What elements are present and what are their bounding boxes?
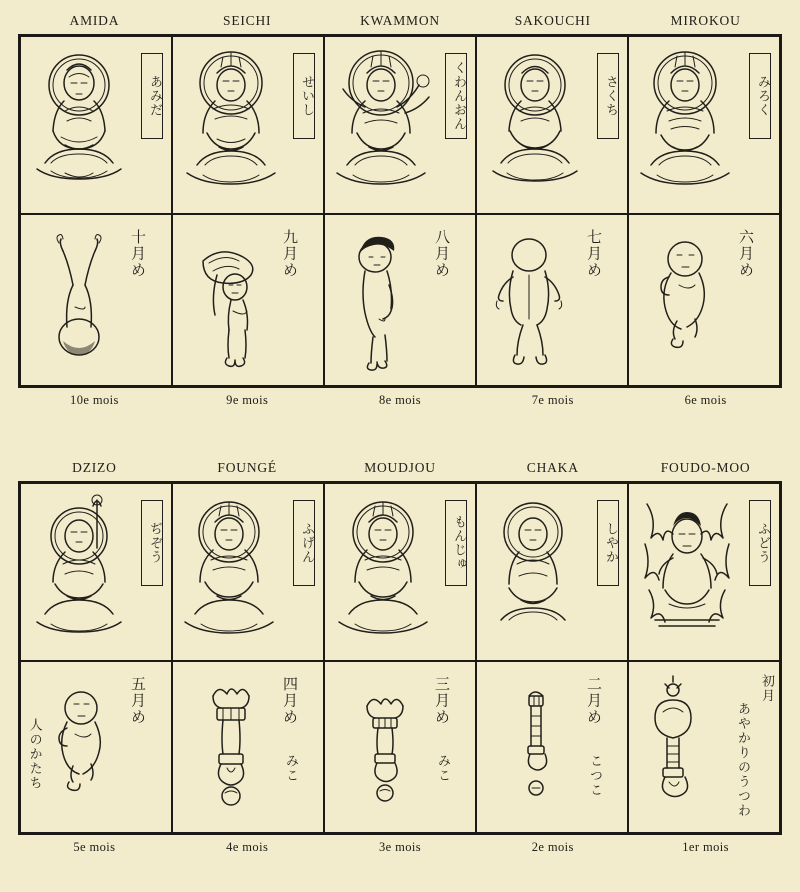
fetus-cell-month-8	[325, 215, 477, 385]
footer-month-4: 4e mois	[226, 839, 269, 854]
fetus-cell-month-5	[21, 662, 173, 832]
deity-cell-foudo-moo	[629, 484, 779, 660]
header-amida: AMIDA	[69, 13, 120, 28]
deity-caption-amida: あみだ	[141, 53, 163, 139]
deity-caption-seichi: せいし	[293, 53, 315, 139]
fetus-sub-caption-1: あやかりのうつわ	[735, 702, 750, 818]
deity-caption-moudjou: もんじゅ	[445, 500, 467, 586]
header-row-top	[18, 8, 782, 34]
plate-top	[18, 8, 782, 412]
fetus-figure-2	[477, 662, 627, 832]
deity-cell-sakouchi	[477, 37, 629, 213]
deity-cell-moudjou	[325, 484, 477, 660]
fetus-month-caption-5: 五月め	[129, 676, 147, 726]
fetus-sub-caption-3: みこ	[435, 754, 450, 783]
fetus-row-top	[21, 213, 779, 385]
deity-caption-dzizo: ぢぞう	[141, 500, 163, 586]
fetus-figure-8	[325, 215, 475, 385]
header-row-bottom	[18, 455, 782, 481]
fetus-figure-1	[629, 662, 779, 832]
fetus-month-caption-9: 九月め	[281, 229, 299, 279]
deity-cell-amida	[21, 37, 173, 213]
deity-caption-kwammon: くわんおん	[445, 53, 467, 139]
plate-bottom-frame	[18, 481, 782, 835]
header-sakouchi: SAKOUCHI	[514, 13, 591, 28]
plate-top-frame	[18, 34, 782, 388]
deity-caption-mirokou: みろく	[749, 53, 771, 139]
fetus-sub-caption-4: みこ	[283, 754, 298, 783]
footer-month-9: 9e mois	[226, 392, 269, 407]
fetus-month-caption-1: 初月	[759, 674, 774, 703]
header-founge: FOUNGÉ	[217, 460, 277, 475]
header-dzizo: DZIZO	[72, 460, 117, 475]
footer-month-1: 1er mois	[682, 839, 729, 854]
fetus-figure-4	[173, 662, 323, 832]
deity-cell-dzizo	[21, 484, 173, 660]
footer-row-top	[18, 388, 782, 412]
deity-cell-kwammon	[325, 37, 477, 213]
fetus-month-caption-6: 六月め	[737, 229, 755, 279]
fetus-figure-6	[629, 215, 779, 385]
header-foudo-moo: FOUDO-MOO	[660, 460, 751, 475]
footer-month-8: 8e mois	[378, 392, 422, 407]
deity-caption-chaka: しやか	[597, 500, 619, 586]
fetus-month-caption-7: 七月め	[585, 229, 603, 279]
fetus-cell-month-2	[477, 662, 629, 832]
fetus-figure-9	[173, 215, 323, 385]
deity-row-bottom	[21, 484, 779, 660]
footer-month-3: 3e mois	[378, 839, 422, 854]
fetus-month-caption-3: 三月め	[433, 676, 451, 726]
header-kwammon: KWAMMON	[360, 13, 440, 28]
fetus-cell-month-9	[173, 215, 325, 385]
header-chaka: CHAKA	[526, 460, 579, 475]
fetus-sub-caption-5: 人のかたち	[26, 718, 42, 791]
header-mirokou: MIROKOU	[670, 13, 741, 28]
plate-bottom	[18, 455, 782, 859]
footer-month-2: 2e mois	[531, 839, 574, 854]
footer-row-bottom	[18, 835, 782, 859]
fetus-month-caption-8: 八月め	[433, 229, 451, 279]
fetus-figure-3	[325, 662, 475, 832]
fetus-cell-month-7	[477, 215, 629, 385]
deity-cell-founge	[173, 484, 325, 660]
footer-month-5: 5e mois	[73, 839, 116, 854]
fetus-month-caption-10: 十月め	[129, 229, 147, 279]
header-seichi: SEICHI	[223, 13, 272, 28]
fetus-month-caption-4: 四月め	[281, 676, 299, 726]
footer-month-7: 7e mois	[531, 392, 574, 407]
deity-cell-chaka	[477, 484, 629, 660]
fetus-figure-7	[477, 215, 627, 385]
deity-cell-mirokou	[629, 37, 779, 213]
fetus-figure-5	[21, 662, 171, 832]
fetus-cell-month-6	[629, 215, 779, 385]
deity-caption-founge: ふげん	[293, 500, 315, 586]
footer-month-10: 10e mois	[70, 392, 119, 407]
deity-caption-sakouchi: さくち	[597, 53, 619, 139]
fetus-month-caption-2: 二月め	[585, 676, 603, 726]
fetus-cell-month-1	[629, 662, 779, 832]
fetus-row-bottom	[21, 660, 779, 832]
header-moudjou: MOUDJOU	[364, 460, 436, 475]
fetus-cell-month-4	[173, 662, 325, 832]
fetus-cell-month-10	[21, 215, 173, 385]
fetus-figure-10	[21, 215, 171, 385]
deity-caption-foudo-moo: ふどう	[749, 500, 771, 586]
deity-row-top	[21, 37, 779, 213]
fetus-cell-month-3	[325, 662, 477, 832]
deity-cell-seichi	[173, 37, 325, 213]
fetus-sub-caption-2: こつこ	[587, 754, 602, 798]
footer-month-6: 6e mois	[684, 392, 727, 407]
